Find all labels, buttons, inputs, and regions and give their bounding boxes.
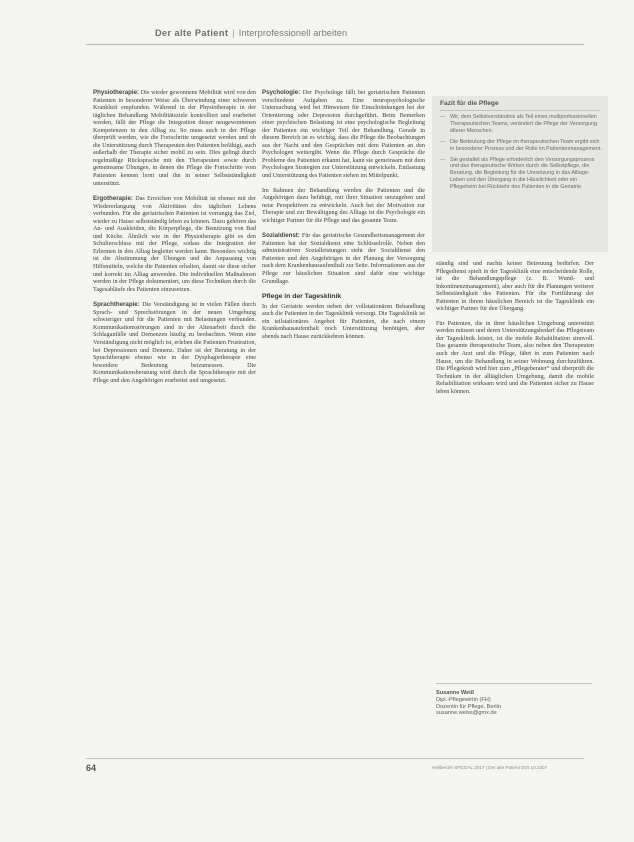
summary-box-rule <box>440 110 600 111</box>
paragraph-lead: Physiotherapie: <box>93 89 140 96</box>
dash-icon: — <box>440 156 446 163</box>
paragraph-lead: Sozialdienst: <box>262 232 300 240</box>
paragraph-mobile-rehab <box>436 321 594 396</box>
footer-rule <box>86 758 584 759</box>
summary-item <box>440 157 602 192</box>
dash-icon: — <box>440 114 446 120</box>
paragraph-day-clinic <box>262 304 425 342</box>
summary-item-text: Wir, dem Selbstverständnis als Teil eines multiprofessionellen Therapeutischen Teams, verändert die Pflege der Versorgung älterer Menschen. <box>450 114 598 134</box>
paragraph-psychology-cont <box>262 188 425 226</box>
header-separator: | <box>232 28 235 38</box>
header-subtitle: Interprofessionell arbeiten <box>238 28 348 38</box>
paragraph-social-service <box>262 232 425 286</box>
running-header <box>155 28 347 38</box>
section-heading: Pflege in der Tagesklinik <box>262 293 342 301</box>
summary-box-title: Fazit für die Pflege <box>440 100 499 107</box>
paragraph-speech-therapy <box>93 301 256 385</box>
header-rule <box>86 44 584 45</box>
text-column-2 <box>262 89 425 348</box>
author-name: Susanne Weiß <box>436 690 475 696</box>
author-affiliation: Dozentin für Pflege, Berlin <box>436 703 501 710</box>
text-column-3 <box>436 261 594 403</box>
header-title: Der alte Patient <box>155 28 229 38</box>
summary-item <box>440 114 602 135</box>
paragraph-body: Im Rahmen der Behandlung werden die Patienten und die Angehörigen dazu befähigt, mit ihrer Situation umzugehen und neue Perspektiven zu entwickeln. Auch bei der Motivation zur Therapie und zur Bewältigung des Alltags ist die Psychologie ein wichtiger Partner für die Pflege und das gesamte Team. <box>262 187 425 224</box>
summary-item-text: Sie gestaltet als Pflege erforderlich den Versorgungsprozess und das therapeutische Wirken durch die Selbstpflege, die Beratung, die Begleitung für die Umsetzung in das Alltags-Leben und den Übergang in die Häuslichkeit oder ein Pflegeheim bei Rückkehr des Patienten in die Geriatrie. <box>450 156 595 191</box>
dash-icon: — <box>440 138 446 145</box>
paragraph-ergotherapy <box>93 195 256 294</box>
paragraph-psychology <box>262 89 425 181</box>
author-rule <box>436 683 592 684</box>
paragraph-day-clinic-cont <box>436 261 594 314</box>
author-block <box>436 690 594 717</box>
paragraph-body: Das Erreichen von Mobilität ist ebenso mit der Wiedererlangung von Aktivitäten des täglichen Lebens verbunden. Für die geriatrischen Patienten ist vorrangig das Ziel, wieder zu Hause selbstständig leben zu können. Dazu gehören das An- und Auskleiden, die Körperpflege, die Benutzung von Bad und Küche. Ähnlich wie in der Physiotherapie gibt es den Schulterschluss mit der Pflege, sodass die Integration der Erlernten in den Alltag begleitet werden kann. Besonders wichtig ist die Abstimmung der Übungen und die Anpassung von Hilfsmitteln, welche die Patienten erhalten, damit sie diese sicher und korrekt im Alltag anwenden. Die individuellen Maßnahmen werden in der Pflege dokumentiert, um diese Techniken durch die Tagesabläufe des Patienten einzusetzen. <box>93 196 257 293</box>
paragraph-body: Die Verständigung ist in vielen Fällen durch Sprach- und Sprechstörungen in der neuen Umgebung schwieriger und für die Patienten mit Belastungen verbunden. Kommunikationsstörungen sind in der Altenarbeit durch die Schlaganfälle und Demenzen häufig zu beobachten. Wenn eine Verständigung nicht möglich ist, erleben die Patienten Frustration, bei Depressionen und Demenz. Daher ist der Beratung in der Sprachtherapie ebenso wie in der Dysphagietherapie eine besondere Bedeutung beizumessen. Die Kommunikationsberatung wird durch die Sprachtherapie mit der Pflege und den Angehörigen erarbeitet und umgesetzt. <box>93 302 256 384</box>
summary-list <box>440 114 602 195</box>
paragraph-body: In der Geriatrie werden neben der vollstationären Behandlung auch die Patienten in der Tagesklinik versorgt. Die Tagesklinik ist ein teilstationäres Angebot für Patienten, die nach einem Krankenhausaufenthalt noch Unterstützung benötigen, aber abends nach Hause zurückkehren können. <box>262 303 425 340</box>
footer-citation: Heilberufe SPEZIAL 2017 | Der alte Patient DOI 10.1007 <box>432 765 548 770</box>
page-number: 64 <box>86 763 97 773</box>
paragraph-body: Der Psychologe fällt bei geriatrischen Patienten verschiedene Aufgaben zu. Eine neuropsychologische Untersuchung wird bei Hinweisen für Einschränkungen bei der Orientierung oder Depression durchgeführt. Beim Bemerken einer psychischen Belastung ist eine psychologische Begleitung der Patienten ein wichtiger Teil der Behandlung. Gerade in diesem Bereich ist es wichtig, dass die Pflege die Beobachtungen aus der Nacht und den Gesprächen mit dem Patienten an den Psychologen weitergibt. Wenn die Pflege durch Gespräche die Probleme des Patienten erkannt hat, kann sie gemeinsam mit dem Psychologen Strategien zur Unterstützung entwickeln. Entlastung und Unterstützung des Patienten stehen im Mittelpunkt. <box>262 90 425 180</box>
author-role: Dipl.-Pflegewirtin (FH) <box>436 696 491 703</box>
paragraph-body: ständig sind und nachts keiner Betreuung bedürfen. Der Pflegedienst spielt in der Tagesklinik eine entscheidende Rolle, ist die Behandlungspflege (z. B. Wund- und Inkontinenzmanagement), aber auch für die Planungen weiterer Selbstständigkeit des Patienten. Für die Fortführung der Patienten in ihrem häuslichen Bereich ist die Tagesklinik ein wichtiger Partner für den Übergang. <box>436 261 594 313</box>
paragraph-body: Für das geriatrische Gesundheitsmanagement der Patienten hat der Sozialdienst eine Schlüsselrolle. Neben den administrativen Sozialleistungen steht der Sozialdienst den Patienten und den Angehörigen in der Planung der Versorgung nach dem Krankenhausaufenthalt zur Seite. Informationen aus der Pflege zur häuslichen Situation sind dafür eine wichtige Grundlage. <box>262 233 425 285</box>
summary-item-text: Die Bedeutung der Pflege im therapeutischen Team ergibt sich in besonderer Prozess und der Rolle im Patientenmanagement. <box>450 138 602 152</box>
paragraph-body: Die wieder gewonnene Mobilität wird von den Patienten in besonderer Weise als Überwindung einer schweren Krankheit empfunden. Während in der Physiotherapie in der täglichen Behandlung Mobilitätsziele kontrolliert und erarbeitet werden, fällt der Pflege die Integration dieser neugewonnenen Kompetenzen in den Alltag zu. So muss auch in der Pflege überprüft werden, wie die Fortschritte umgesetzt werden und ob die Unterstützung durch Therapeuten den Patienten befähigt, auch außerhalb der Therapie sicher mobil zu sein. Dies gelingt durch regelmäßige Rücksprache mit den Therapeuten sowie durch gemeinsame Übungen, in denen die Pflege die Fortschritte vom Patienten kennen lernt und ihn in seiner Selbstständigkeit unterstützt. <box>93 90 256 187</box>
summary-item <box>440 139 602 153</box>
paragraph-lead: Ergotherapie: <box>93 195 133 203</box>
text-column-1 <box>93 89 256 392</box>
summary-box <box>432 96 608 252</box>
paragraph-lead: Psychologie: <box>262 89 301 96</box>
paragraph-physiotherapy <box>93 89 256 188</box>
author-email: susanne.weiss@gmx.de <box>436 710 497 717</box>
paragraph-body: Für Patienten, die in ihrer häuslichen Umgebung unterstützt werden müssen und deren Unterstützungsbedarf das Pflegeteam der Tagesklinik leistet, ist die mobile Rehabilitation sinnvoll. Das gesamte therapeutische Team, also neben den Therapeuten auch der Arzt und die Pflege, fährt in zum Patienten nach Hause, um die Behandlung in seiner Wohnung durchzuführen. Die Pflegekraft wird hier zum „Pflegeberater“ und überprüft die Techniken in der alltäglichen Umgebung, damit die mobile Rehabilitation wirksam wird und die Patienten sicher zu Hause leben können. <box>436 320 594 395</box>
paragraph-lead: Sprachtherapie: <box>93 301 140 309</box>
